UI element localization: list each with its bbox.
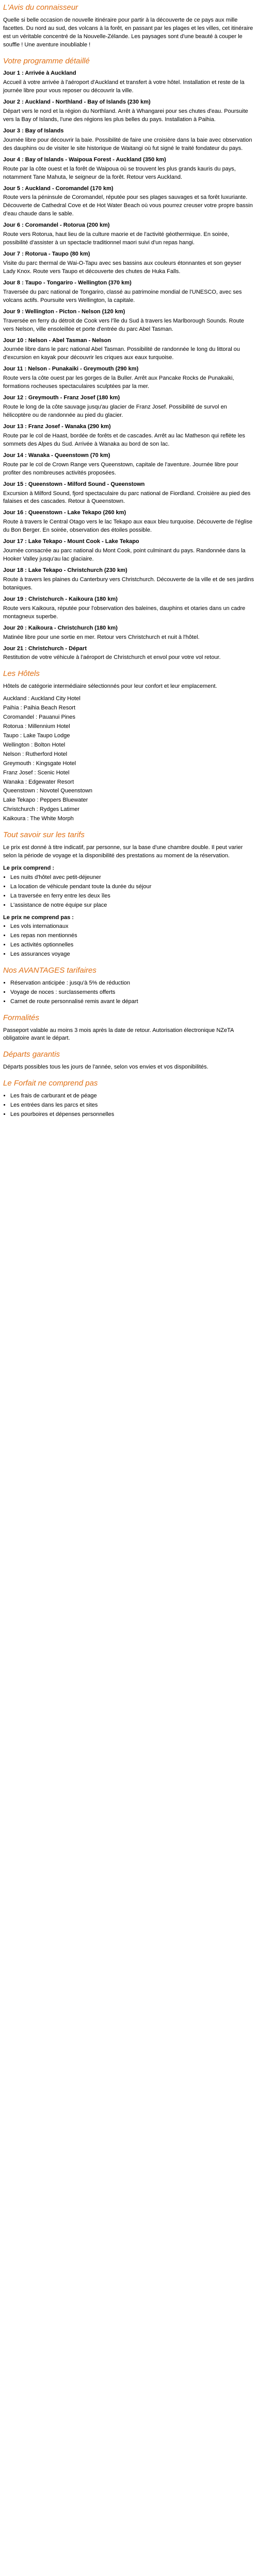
departures-title: Départs garantis: [3, 1050, 60, 1059]
day-text: Route vers la côte ouest par les gorges de la Buller. Arrêt aux Pancake Rocks de Punakaiki, formations rocheuses spectaculaires sculptées par la mer.: [3, 375, 234, 390]
day-title: Jour 15 : Queenstown - Milford Sound - Queenstown: [3, 481, 145, 487]
price-exclude-item: • Les repas non mentionnés: [10, 932, 255, 940]
day-title: Jour 20 : Kaikoura - Christchurch (180 km): [3, 624, 118, 631]
lodging-list: [3, 695, 255, 823]
day-text: Excursion à Milford Sound, fjord spectaculaire du parc national de Fiordland. Croisière au pied des falaises et des cascades. Retour à Queenstown.: [3, 490, 251, 505]
lodging-item: Greymouth : Kingsgate Hotel: [3, 760, 76, 767]
price-include-item: • La location de véhicule pendant toute la durée du séjour: [10, 883, 255, 891]
price-exclude-item: • Les activités optionnelles: [10, 941, 255, 950]
day-title: Jour 10 : Nelson - Abel Tasman - Nelson: [3, 337, 111, 344]
day-title: Jour 6 : Coromandel - Rotorua (200 km): [3, 222, 110, 229]
day-text: Route à travers les plaines du Canterbury vers Christchurch. Découverte de la ville et de ses jardins botaniques.: [3, 576, 254, 591]
advice-title: Nos AVANTAGES tarifaires: [3, 966, 96, 975]
day-title: Jour 14 : Wanaka - Queenstown (70 km): [3, 452, 110, 459]
day-text: Journée libre dans le parc national Abel Tasman. Possibilité de randonnée le long du littoral ou d'excursion en kayak pour découvrir les criques aux eaux turquoise.: [3, 346, 240, 361]
lodging-item: Taupo : Lake Taupo Lodge: [3, 732, 70, 739]
program-title: Votre programme détaillé: [3, 56, 90, 65]
price-includes-title: Le prix comprend :: [3, 865, 55, 871]
day-title: Jour 3 : Bay of Islands: [3, 127, 64, 134]
day-title: Jour 9 : Wellington - Picton - Nelson (120 km): [3, 308, 125, 315]
visas-text: Passeport valable au moins 3 mois après la date de retour. Autorisation électronique NZeTA obligatoire avant le départ.: [3, 1027, 234, 1042]
day-title: Jour 16 : Queenstown - Lake Tekapo (260 km): [3, 510, 126, 516]
visas-title: Formalités: [3, 1013, 40, 1022]
footer-space: [3, 1122, 255, 1132]
lodging-item: Paihia : Paihia Beach Resort: [3, 705, 76, 711]
day-text: Route le long de la côte sauvage jusqu'au glacier de Franz Josef. Possibilité de survol en hélicoptère ou de randonnée au pied du glacier.: [3, 404, 227, 418]
advice-item: • Réservation anticipée : jusqu'à 5% de réduction: [10, 979, 255, 988]
day-title: Jour 21 : Christchurch - Départ: [3, 645, 87, 652]
lodging-item: Lake Tekapo : Peppers Bluewater: [3, 797, 88, 804]
lodging-item: Christchurch : Rydges Latimer: [3, 806, 79, 813]
day-text: Route vers Kaikoura, réputée pour l'observation des baleines, dauphins et otaries dans un cadre montagneux superbe.: [3, 605, 246, 620]
day-title: Jour 11 : Nelson - Punakaiki - Greymouth (290 km): [3, 366, 139, 372]
day-text: Traversée du parc national de Tongariro, classé au patrimoine mondial de l'UNESCO, avec ses volcans actifs. Poursuite vers Wellington, la capitale.: [3, 289, 242, 303]
advice-item: • Voyage de noces : surclassements offerts: [10, 989, 255, 997]
lodging-item: Franz Josef : Scenic Hotel: [3, 769, 70, 776]
lodging-title: Les Hôtels: [3, 669, 40, 679]
lodging-item: Rotorua : Millennium Hotel: [3, 723, 70, 730]
day-text: Départ vers le nord et la région du Northland. Arrêt à Whangarei pour ses chutes d'eau. Poursuite vers la Bay of Islands, l'une des régions les plus belles du pays. Installation à Paihia.: [3, 108, 248, 123]
day-title: Jour 13 : Franz Josef - Wanaka (290 km): [3, 423, 111, 430]
price-exclude-item: • Les assurances voyage: [10, 951, 255, 959]
day-text: Route vers la péninsule de Coromandel, réputée pour ses plages sauvages et sa forêt luxuriante. Découverte de Cathedral Cove et de Hot Water Beach où vous pourrez creuser votre propre bassin d'eau chaude dans le sable.: [3, 194, 253, 217]
intro-text: Quelle si belle occasion de nouvelle itinéraire pour partir à la découverte de ce pays aux mille facettes. Du nord au sud, des volcans à la forêt, en passant par les plages et les villes, cet itinéraire est un véritable concentré de la Nouvelle-Zélande. Les paysages sont d'une beauté à couper le souffle ! Une aventure inoubliable !: [3, 16, 253, 48]
price-include-item: • L'assistance de notre équipe sur place: [10, 902, 255, 910]
day-title: Jour 5 : Auckland - Coromandel (170 km): [3, 185, 114, 192]
lodging-item: Wellington : Bolton Hotel: [3, 741, 66, 748]
lodging-item: Nelson : Rutherford Hotel: [3, 751, 68, 757]
day-title: Jour 17 : Lake Tekapo - Mount Cook - Lake Tekapo: [3, 538, 139, 545]
day-title: Jour 1 : Arrivée à Auckland: [3, 70, 76, 77]
day-text: Restitution de votre véhicule à l'aéroport de Christchurch et envol pour votre vol retour.: [3, 654, 221, 661]
price-exclude-item: • Les vols internationaux: [10, 923, 255, 931]
good-to-know-item: • Les entrées dans les parcs et sites: [10, 1101, 255, 1110]
day-title: Jour 4 : Bay of Islands - Waipoua Forest - Auckland (350 km): [3, 156, 166, 163]
lodging-item: Wanaka : Edgewater Resort: [3, 778, 74, 785]
day-text: Route par la côte ouest et la forêt de Waipoua où se trouvent les plus grands kauris du pays, notamment Tane Mahuta, le seigneur de la forêt. Retour vers Auckland.: [3, 165, 236, 180]
day-text: Route par le col de Haast, bordée de forêts et de cascades. Arrêt au lac Matheson qui reflète les sommets des Alpes du Sud. Arrivée à Wanaka au bord de son lac.: [3, 432, 245, 447]
lodging-item: Auckland : Auckland City Hotel: [3, 696, 80, 702]
price-excludes-title: Le prix ne comprend pas :: [3, 914, 74, 921]
day-text: Route à travers le Central Otago vers le lac Tekapo aux eaux bleu turquoise. Découverte de l'église du Bon Berger. En soirée, observation des étoiles possible.: [3, 519, 253, 534]
day-text: Visite du parc thermal de Wai-O-Tapu avec ses bassins aux couleurs étonnantes et son geyser Lady Knox. Route vers Taupo et découverte des chutes de Huka Falls.: [3, 260, 241, 275]
good-to-know-title: Le Forfait ne comprend pas: [3, 1079, 98, 1088]
intro-title: L'Avis du connaisseur: [3, 3, 78, 12]
day-text: Route vers Rotorua, haut lieu de la culture maorie et de l'activité géothermique. En soirée, possibilité d'assister à un spectacle traditionnel maori suivi d'un repas hangi.: [3, 231, 230, 246]
price-excludes-list: [3, 923, 255, 959]
price-include-item: • La traversée en ferry entre les deux îles: [10, 892, 255, 901]
advice-list: [3, 979, 255, 1006]
good-to-know-item: • Les frais de carburant et de péage: [10, 1092, 255, 1100]
program-days: [3, 70, 255, 662]
price-title: Tout savoir sur les tarifs: [3, 831, 85, 840]
page: [0, 0, 258, 1143]
lodging-text: Hôtels de catégorie intermédiaire sélectionnés pour leur confort et leur emplacement.: [3, 683, 217, 690]
price-include-item: • Les nuits d'hôtel avec petit-déjeuner: [10, 874, 255, 882]
lodging-item: Queenstown : Novotel Queenstown: [3, 788, 93, 794]
day-title: Jour 7 : Rotorua - Taupo (80 km): [3, 251, 90, 258]
day-text: Traversée en ferry du détroit de Cook vers l'île du Sud à travers les Marlborough Sounds. Route vers Nelson, ville ensoleillée et porte d'entrée du parc Abel Tasman.: [3, 317, 244, 332]
lodging-item: Coromandel : Pauanui Pines: [3, 714, 76, 720]
day-title: Jour 18 : Lake Tekapo - Christchurch (230 km): [3, 567, 127, 573]
day-title: Jour 2 : Auckland - Northland - Bay of Islands (230 km): [3, 99, 151, 106]
day-text: Accueil à votre arrivée à l'aéroport d'Auckland et transfert à votre hôtel. Installation et reste de la journée libre pour vous reposer ou découvrir la ville.: [3, 79, 245, 94]
day-title: Jour 8 : Taupo - Tongariro - Wellington (370 km): [3, 279, 132, 286]
good-to-know-item: • Les pourboires et dépenses personnelles: [10, 1111, 255, 1119]
advice-item: • Carnet de route personnalisé remis avant le départ: [10, 998, 255, 1006]
day-text: Journée consacrée au parc national du Mont Cook, point culminant du pays. Randonnée dans la Hooker Valley jusqu'au lac glaciaire.: [3, 548, 246, 563]
day-text: Journée libre pour découvrir la baie. Possibilité de faire une croisière dans la baie avec observation des dauphins ou de visiter le site historique de Waitangi où fut signé le traité fondateur du pays.: [3, 137, 252, 151]
departures-text: Départs possibles tous les jours de l'année, selon vos envies et vos disponibilités.: [3, 1064, 208, 1071]
price-text: Le prix est donné à titre indicatif, par personne, sur la base d'une chambre double. Il peut varier selon la période de voyage et la disponibilité des prestations au moment de la réservation.: [3, 844, 243, 859]
day-text: Route par le col de Crown Range vers Queenstown, capitale de l'aventure. Journée libre pour profiter des nombreuses activités proposées.: [3, 461, 238, 476]
good-to-know-list: [3, 1092, 255, 1119]
price-includes-list: [3, 874, 255, 910]
day-title: Jour 19 : Christchurch - Kaikoura (180 km): [3, 596, 118, 602]
lodging-item: Kaikoura : The White Morph: [3, 816, 74, 822]
day-text: Matinée libre pour une sortie en mer. Retour vers Christchurch et nuit à l'hôtel.: [3, 634, 200, 640]
day-title: Jour 12 : Greymouth - Franz Josef (180 km): [3, 395, 120, 401]
